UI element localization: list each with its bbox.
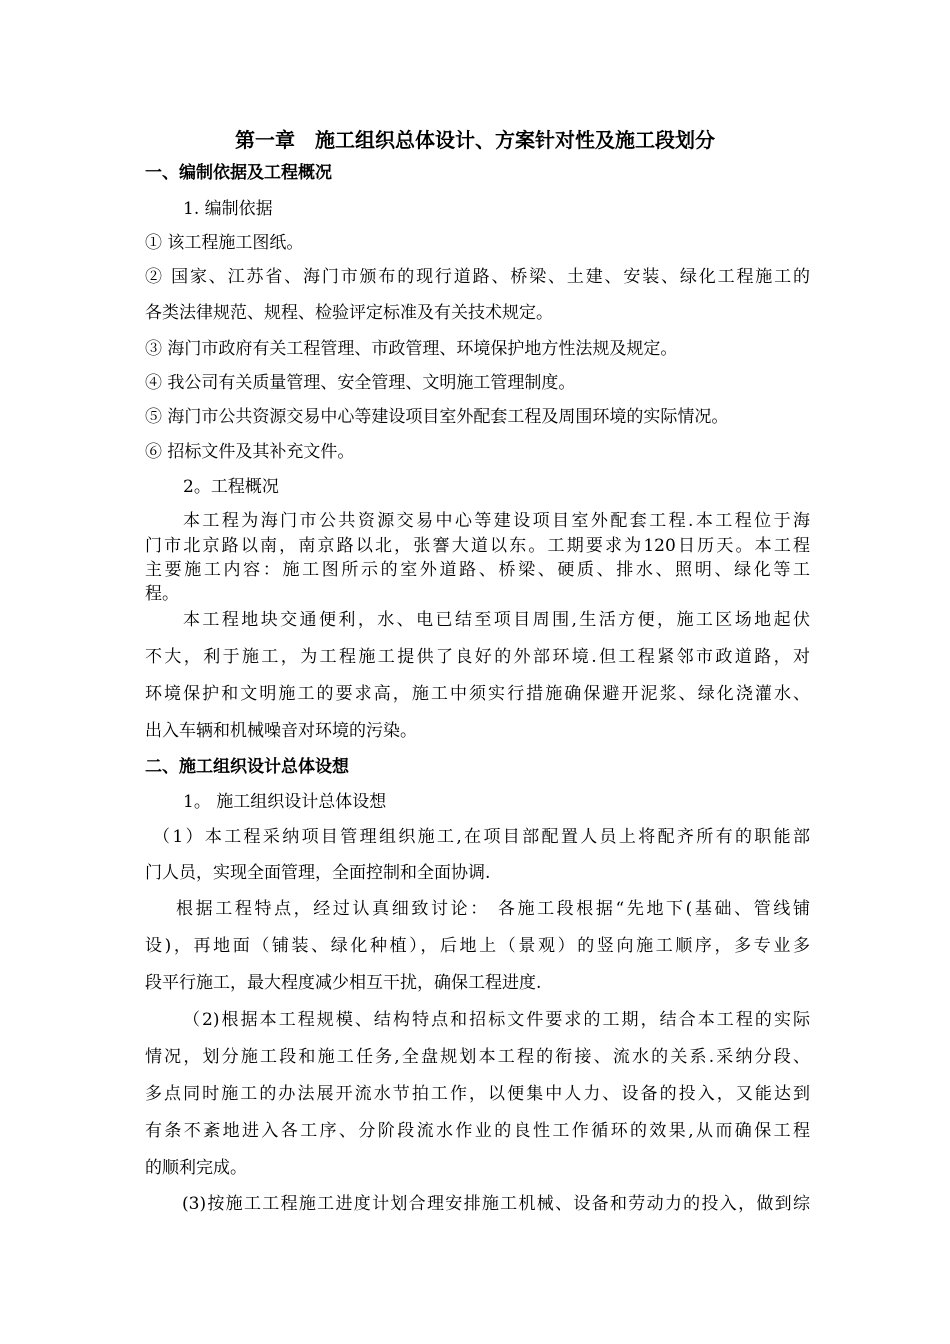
basis-item-2: ② 国家、江苏省、海门市颁布的现行道路、桥梁、土建、安装、绿化工程施工的 [145, 267, 810, 287]
subsection-heading-basis: 1. 编制依据 [183, 199, 273, 219]
subsection-heading-design: 1。 施工组织设计总体设想 [183, 792, 387, 812]
basis-item-5: ⑤ 海门市公共资源交易中心等建设项目室外配套工程及周围环境的实际情况。 [145, 407, 729, 427]
subsection-heading-overview: 2。工程概况 [183, 477, 279, 497]
overview-line-1: 本工程为海门市公共资源交易中心等建设项目室外配套工程.本工程位于海 [183, 511, 810, 531]
environment-line-3: 环境保护和文明施工的要求高，施工中须实行措施确保避开泥浆、绿化浇灌水、 [145, 684, 810, 704]
overview-line-2: 门市北京路以南，南京路以北，张謇大道以东。工期要求为120日历天。本工程 [145, 536, 810, 556]
section-heading-1: 一、编制依据及工程概况 [145, 163, 332, 183]
basis-item-2-cont: 各类法律规范、规程、检验评定标准及有关技术规定。 [145, 303, 553, 323]
environment-line-2: 不大，利于施工，为工程施工提供了良好的外部环境.但工程紧邻市政道路，对 [145, 647, 810, 667]
environment-line-4: 出入车辆和机械噪音对环境的污染。 [145, 721, 417, 741]
overview-line-3: 主要施工内容：施工图所示的室外道路、桥梁、硬质、排水、照明、绿化等工 [145, 560, 810, 580]
chapter-title: 第一章 施工组织总体设计、方案针对性及施工段划分 [235, 128, 715, 152]
section-heading-2: 二、施工组织设计总体设想 [145, 757, 349, 777]
design-para1-line-2: 门人员，实现全面管理，全面控制和全面协调. [145, 863, 491, 883]
overview-line-4: 程。 [145, 584, 179, 604]
environment-line-1: 本工程地块交通便利，水、电已结至项目周围,生活方便，施工区场地起伏 [183, 610, 810, 630]
basis-item-6: ⑥ 招标文件及其补充文件。 [145, 442, 355, 462]
design-para2-line-2: 设)，再地面（铺装、绿化种植），后地上（景观）的竖向施工顺序，多专业多 [145, 936, 810, 956]
basis-item-3: ③ 海门市政府有关工程管理、市政管理、环境保护地方性法规及规定。 [145, 339, 678, 359]
basis-item-1: ① 该工程施工图纸。 [145, 233, 304, 253]
design-para3-line-4: 有条不紊地进入各工序、分阶段流水作业的良性工作循环的效果,从而确保工程 [145, 1121, 810, 1141]
design-para1-line-1: （1）本工程采纳项目管理组织施工,在项目部配置人员上将配齐所有的职能部 [153, 827, 810, 847]
basis-item-4: ④ 我公司有关质量管理、安全管理、文明施工管理制度。 [145, 373, 576, 393]
design-para3-line-1: （2)根据本工程规模、结构特点和招标文件要求的工期，结合本工程的实际 [183, 1010, 810, 1030]
design-para3-line-2: 情况，划分施工段和施工任务,全盘规划本工程的衔接、流水的关系.采纳分段、 [145, 1047, 810, 1067]
design-para3-line-5: 的顺利完成。 [145, 1158, 247, 1178]
design-para2-line-3: 段平行施工，最大程度减少相互干扰，确保工程进度. [145, 973, 542, 993]
design-para2-line-1: 根据工程特点，经过认真细致讨论： 各施工段根据“先地下(基础、管线铺 [176, 899, 810, 919]
design-para4-line-1: (3)按施工工程施工进度计划合理安排施工机械、设备和劳动力的投入，做到综 [182, 1194, 810, 1214]
design-para3-line-3: 多点同时施工的办法展开流水节拍工作，以便集中人力、设备的投入，又能达到 [145, 1084, 810, 1104]
